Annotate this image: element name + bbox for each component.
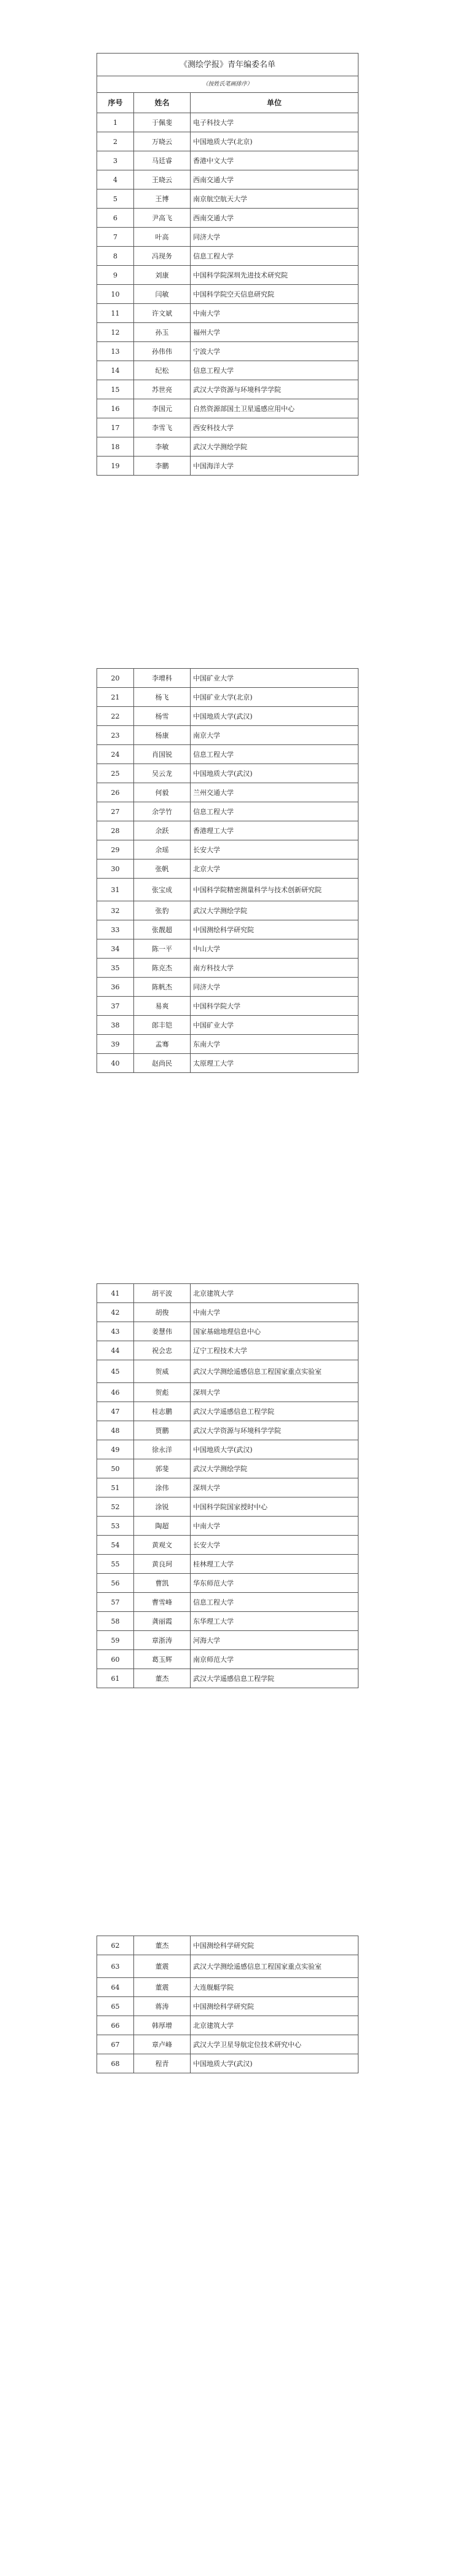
member-name: 祝会忠 [134, 1341, 191, 1360]
member-name: 贺威 [134, 1360, 191, 1383]
member-name: 董杰 [134, 1669, 191, 1688]
table-row [97, 764, 358, 783]
row-number: 53 [97, 1517, 134, 1536]
member-name: 纪松 [134, 361, 191, 380]
member-unit: 武汉大学资源与环境科学学院 [191, 1421, 358, 1440]
row-number: 23 [97, 726, 134, 745]
table-row [97, 1459, 358, 1478]
member-name: 郎丰铠 [134, 1016, 191, 1035]
member-unit: 信息工程大学 [191, 247, 358, 266]
member-unit: 辽宁工程技术大学 [191, 1341, 358, 1360]
table-row [97, 1555, 358, 1574]
row-number: 55 [97, 1555, 134, 1574]
member-name: 李增科 [134, 669, 191, 688]
table-row [97, 1303, 358, 1322]
table-body [97, 1284, 358, 1688]
page-2 [97, 668, 358, 1073]
table-row [97, 1497, 358, 1517]
row-number: 14 [97, 361, 134, 380]
member-unit: 武汉大学资源与环境科学学院 [191, 380, 358, 399]
member-unit: 武汉大学测绘学院 [191, 437, 358, 457]
member-unit: 武汉大学测绘遥感信息工程国家重点实验室 [191, 1360, 358, 1383]
committee-table-3 [97, 1283, 358, 1688]
header-unit: 单位 [191, 93, 358, 113]
member-name: 蒋涛 [134, 1997, 191, 2016]
member-unit: 深圳大学 [191, 1383, 358, 1402]
row-number: 60 [97, 1650, 134, 1669]
table-row [97, 1035, 358, 1054]
member-name: 苏世亮 [134, 380, 191, 399]
table-row [97, 2054, 358, 2073]
member-name: 董震 [134, 1978, 191, 1997]
member-unit: 武汉大学遥感信息工程学院 [191, 1669, 358, 1688]
member-name: 胡俊 [134, 1303, 191, 1322]
member-name: 桂志鹏 [134, 1402, 191, 1421]
row-number: 42 [97, 1303, 134, 1322]
table-row [97, 1593, 358, 1612]
table-row [97, 1517, 358, 1536]
member-unit: 西安科技大学 [191, 418, 358, 437]
member-name: 董震 [134, 1955, 191, 1978]
table-row [97, 1341, 358, 1360]
member-unit: 中南大学 [191, 304, 358, 323]
table-row [97, 1440, 358, 1459]
member-unit: 同济大学 [191, 228, 358, 247]
member-name: 陈克杰 [134, 959, 191, 978]
member-unit: 宁波大学 [191, 342, 358, 361]
member-unit: 武汉大学遥感信息工程学院 [191, 1402, 358, 1421]
member-name: 陶超 [134, 1517, 191, 1536]
row-number: 35 [97, 959, 134, 978]
committee-table-2 [97, 668, 358, 1073]
row-number: 8 [97, 247, 134, 266]
table-row [97, 304, 358, 323]
member-unit: 国家基础地理信息中心 [191, 1322, 358, 1341]
table-row [97, 879, 358, 901]
member-name: 杨飞 [134, 688, 191, 707]
member-unit: 香港中文大学 [191, 151, 358, 170]
member-name: 尹高飞 [134, 209, 191, 228]
table-row [97, 1478, 358, 1497]
member-unit: 信息工程大学 [191, 745, 358, 764]
member-unit: 中国科学院国家授时中心 [191, 1497, 358, 1517]
member-name: 葛玉辉 [134, 1650, 191, 1669]
row-number: 59 [97, 1631, 134, 1650]
table-row [97, 1284, 358, 1303]
member-name: 张宝成 [134, 879, 191, 901]
committee-table-4 [97, 1936, 358, 2073]
member-unit: 中国地质大学(北京) [191, 132, 358, 151]
row-number: 21 [97, 688, 134, 707]
row-number: 29 [97, 840, 134, 859]
member-name: 赵尚民 [134, 1054, 191, 1073]
member-name: 叶高 [134, 228, 191, 247]
member-unit: 桂林理工大学 [191, 1555, 358, 1574]
member-name: 易爽 [134, 997, 191, 1016]
row-number: 19 [97, 457, 134, 476]
table-row [97, 783, 358, 802]
member-name: 余瑶 [134, 840, 191, 859]
table-row [97, 1360, 358, 1383]
row-number: 45 [97, 1360, 134, 1383]
row-number: 56 [97, 1574, 134, 1593]
member-name: 李鹏 [134, 457, 191, 476]
row-number: 28 [97, 821, 134, 840]
table-row [97, 151, 358, 170]
row-number: 18 [97, 437, 134, 457]
row-number: 65 [97, 1997, 134, 2016]
table-row [97, 1612, 358, 1631]
member-name: 李国元 [134, 399, 191, 418]
member-name: 王晓云 [134, 170, 191, 189]
table-row [97, 132, 358, 151]
member-unit: 南京大学 [191, 726, 358, 745]
member-unit: 长安大学 [191, 1536, 358, 1555]
row-number: 63 [97, 1955, 134, 1978]
table-row [97, 285, 358, 304]
member-name: 程青 [134, 2054, 191, 2073]
member-name: 张靓超 [134, 920, 191, 939]
member-name: 冯现务 [134, 247, 191, 266]
member-name: 黄良珂 [134, 1555, 191, 1574]
member-unit: 武汉大学测绘学院 [191, 901, 358, 920]
table-row [97, 1936, 358, 1955]
member-name: 杨雪 [134, 707, 191, 726]
table-row [97, 323, 358, 342]
row-number: 38 [97, 1016, 134, 1035]
member-unit: 中国海洋大学 [191, 457, 358, 476]
member-unit: 西南交通大学 [191, 209, 358, 228]
row-number: 16 [97, 399, 134, 418]
row-number: 25 [97, 764, 134, 783]
row-number: 67 [97, 2035, 134, 2054]
member-name: 李雪飞 [134, 418, 191, 437]
row-number: 48 [97, 1421, 134, 1440]
table-row [97, 457, 358, 476]
row-number: 11 [97, 304, 134, 323]
member-unit: 北京建筑大学 [191, 1284, 358, 1303]
member-unit: 南京航空航天大学 [191, 189, 358, 209]
member-name: 孟骞 [134, 1035, 191, 1054]
table-row [97, 859, 358, 879]
table-row [97, 266, 358, 285]
table-subtitle: （按姓氏笔画排序） [97, 76, 358, 93]
row-number: 1 [97, 113, 134, 132]
row-number: 61 [97, 1669, 134, 1688]
member-name: 刘康 [134, 266, 191, 285]
row-number: 52 [97, 1497, 134, 1517]
member-name: 陈帆杰 [134, 978, 191, 997]
member-name: 徐永洋 [134, 1440, 191, 1459]
member-unit: 东南大学 [191, 1035, 358, 1054]
table-row [97, 821, 358, 840]
row-number: 39 [97, 1035, 134, 1054]
row-number: 17 [97, 418, 134, 437]
row-number: 13 [97, 342, 134, 361]
row-number: 37 [97, 997, 134, 1016]
member-name: 韩厚增 [134, 2016, 191, 2035]
member-name: 章卢峰 [134, 2035, 191, 2054]
table-row [97, 726, 358, 745]
row-number: 3 [97, 151, 134, 170]
member-unit: 华东师范大学 [191, 1574, 358, 1593]
member-name: 龚丽霞 [134, 1612, 191, 1631]
table-row [97, 1402, 358, 1421]
member-unit: 中国地质大学(武汉) [191, 2054, 358, 2073]
member-name: 姜慧伟 [134, 1322, 191, 1341]
row-number: 41 [97, 1284, 134, 1303]
table-row [97, 170, 358, 189]
member-unit: 中国地质大学(武汉) [191, 1440, 358, 1459]
table-row [97, 959, 358, 978]
member-name: 张豹 [134, 901, 191, 920]
row-number: 10 [97, 285, 134, 304]
row-number: 40 [97, 1054, 134, 1073]
row-number: 5 [97, 189, 134, 209]
member-unit: 西南交通大学 [191, 170, 358, 189]
member-name: 涂伟 [134, 1478, 191, 1497]
table-row [97, 1997, 358, 2016]
member-name: 马廷睿 [134, 151, 191, 170]
row-number: 4 [97, 170, 134, 189]
table-row [97, 997, 358, 1016]
member-name: 许文斌 [134, 304, 191, 323]
row-number: 2 [97, 132, 134, 151]
committee-table-1 [97, 53, 358, 476]
table-row [97, 361, 358, 380]
row-number: 6 [97, 209, 134, 228]
member-name: 吴云龙 [134, 764, 191, 783]
table-row [97, 228, 358, 247]
member-unit: 中南大学 [191, 1517, 358, 1536]
member-unit: 中山大学 [191, 939, 358, 959]
title-row [97, 54, 358, 76]
table-row [97, 2035, 358, 2054]
table-row [97, 418, 358, 437]
member-name: 陈一平 [134, 939, 191, 959]
member-name: 李敏 [134, 437, 191, 457]
row-number: 34 [97, 939, 134, 959]
row-number: 27 [97, 802, 134, 821]
member-unit: 中国矿业大学 [191, 1016, 358, 1035]
row-number: 33 [97, 920, 134, 939]
member-unit: 兰州交通大学 [191, 783, 358, 802]
table-row [97, 1650, 358, 1669]
member-unit: 中国地质大学(武汉) [191, 764, 358, 783]
member-unit: 信息工程大学 [191, 361, 358, 380]
member-name: 孙玉 [134, 323, 191, 342]
member-name: 曹雪峰 [134, 1593, 191, 1612]
member-unit: 中国矿业大学 [191, 669, 358, 688]
member-unit: 中国科学院深圳先进技术研究院 [191, 266, 358, 285]
member-name: 曹凯 [134, 1574, 191, 1593]
table-row [97, 1016, 358, 1035]
table-row [97, 939, 358, 959]
table-row [97, 342, 358, 361]
member-unit: 中国矿业大学(北京) [191, 688, 358, 707]
member-name: 贺彪 [134, 1383, 191, 1402]
member-name: 贾鹏 [134, 1421, 191, 1440]
row-number: 31 [97, 879, 134, 901]
member-unit: 中国测绘科学研究院 [191, 1997, 358, 2016]
table-body [97, 1936, 358, 2073]
row-number: 44 [97, 1341, 134, 1360]
row-number: 43 [97, 1322, 134, 1341]
member-unit: 电子科技大学 [191, 113, 358, 132]
table-title: 《测绘学报》青年编委名单 [97, 54, 358, 76]
row-number: 54 [97, 1536, 134, 1555]
table-row [97, 1631, 358, 1650]
table-row [97, 669, 358, 688]
member-unit: 河海大学 [191, 1631, 358, 1650]
row-number: 58 [97, 1612, 134, 1631]
table-row [97, 113, 358, 132]
member-unit: 中国科学院大学 [191, 997, 358, 1016]
member-name: 郭斐 [134, 1459, 191, 1478]
member-unit: 中国测绘科学研究院 [191, 1936, 358, 1955]
table-row [97, 380, 358, 399]
table-row [97, 978, 358, 997]
member-name: 肖国锐 [134, 745, 191, 764]
header-row [97, 93, 358, 113]
table-row [97, 1536, 358, 1555]
table-row [97, 1383, 358, 1402]
row-number: 46 [97, 1383, 134, 1402]
member-unit: 中国科学院空天信息研究院 [191, 285, 358, 304]
member-unit: 北京建筑大学 [191, 2016, 358, 2035]
member-name: 孙伟伟 [134, 342, 191, 361]
row-number: 50 [97, 1459, 134, 1478]
row-number: 15 [97, 380, 134, 399]
row-number: 22 [97, 707, 134, 726]
row-number: 49 [97, 1440, 134, 1459]
table-row [97, 437, 358, 457]
row-number: 64 [97, 1978, 134, 1997]
member-unit: 香港理工大学 [191, 821, 358, 840]
table-body [97, 113, 358, 476]
member-unit: 信息工程大学 [191, 802, 358, 821]
table-row [97, 1054, 358, 1073]
member-unit: 长安大学 [191, 840, 358, 859]
row-number: 36 [97, 978, 134, 997]
row-number: 51 [97, 1478, 134, 1497]
row-number: 7 [97, 228, 134, 247]
member-name: 余跃 [134, 821, 191, 840]
row-number: 68 [97, 2054, 134, 2073]
member-unit: 中南大学 [191, 1303, 358, 1322]
table-row [97, 802, 358, 821]
table-row [97, 745, 358, 764]
table-row [97, 189, 358, 209]
row-number: 20 [97, 669, 134, 688]
member-name: 杨康 [134, 726, 191, 745]
member-name: 闫敏 [134, 285, 191, 304]
member-unit: 东华理工大学 [191, 1612, 358, 1631]
member-unit: 南京师范大学 [191, 1650, 358, 1669]
table-row [97, 1574, 358, 1593]
row-number: 47 [97, 1402, 134, 1421]
member-name: 何毅 [134, 783, 191, 802]
row-number: 9 [97, 266, 134, 285]
table-row [97, 707, 358, 726]
member-unit: 武汉大学测绘遥感信息工程国家重点实验室 [191, 1955, 358, 1978]
member-name: 万晓云 [134, 132, 191, 151]
row-number: 57 [97, 1593, 134, 1612]
row-number: 32 [97, 901, 134, 920]
row-number: 30 [97, 859, 134, 879]
page-4 [97, 1936, 358, 2073]
subtitle-row [97, 76, 358, 93]
table-body [97, 669, 358, 1073]
row-number: 24 [97, 745, 134, 764]
member-name: 于佩斐 [134, 113, 191, 132]
header-num: 序号 [97, 93, 134, 113]
member-name: 王博 [134, 189, 191, 209]
member-name: 张帆 [134, 859, 191, 879]
member-unit: 深圳大学 [191, 1478, 358, 1497]
member-unit: 武汉大学测绘学院 [191, 1459, 358, 1478]
member-unit: 中国测绘科学研究院 [191, 920, 358, 939]
table-row [97, 1421, 358, 1440]
table-row [97, 247, 358, 266]
member-unit: 信息工程大学 [191, 1593, 358, 1612]
table-row [97, 1955, 358, 1978]
table-row [97, 399, 358, 418]
member-name: 章浙涛 [134, 1631, 191, 1650]
page-3 [97, 1283, 358, 1688]
table-row [97, 209, 358, 228]
member-unit: 同济大学 [191, 978, 358, 997]
member-name: 余学竹 [134, 802, 191, 821]
table-row [97, 901, 358, 920]
member-unit: 中国地质大学(武汉) [191, 707, 358, 726]
member-unit: 福州大学 [191, 323, 358, 342]
table-row [97, 920, 358, 939]
member-name: 黄观文 [134, 1536, 191, 1555]
member-name: 胡平波 [134, 1284, 191, 1303]
member-unit: 武汉大学卫星导航定位技术研究中心 [191, 2035, 358, 2054]
row-number: 62 [97, 1936, 134, 1955]
member-unit: 北京大学 [191, 859, 358, 879]
member-unit: 南方科技大学 [191, 959, 358, 978]
member-unit: 中国科学院精密测量科学与技术创新研究院 [191, 879, 358, 901]
table-row [97, 1669, 358, 1688]
row-number: 26 [97, 783, 134, 802]
row-number: 12 [97, 323, 134, 342]
page-1 [97, 53, 358, 476]
member-unit: 大连舰艇学院 [191, 1978, 358, 1997]
table-row [97, 840, 358, 859]
member-unit: 太原理工大学 [191, 1054, 358, 1073]
table-row [97, 1978, 358, 1997]
table-row [97, 2016, 358, 2035]
member-name: 涂锐 [134, 1497, 191, 1517]
row-number: 66 [97, 2016, 134, 2035]
member-unit: 自然资源部国土卫星遥感应用中心 [191, 399, 358, 418]
table-row [97, 1322, 358, 1341]
header-name: 姓名 [134, 93, 191, 113]
table-row [97, 688, 358, 707]
member-name: 董杰 [134, 1936, 191, 1955]
